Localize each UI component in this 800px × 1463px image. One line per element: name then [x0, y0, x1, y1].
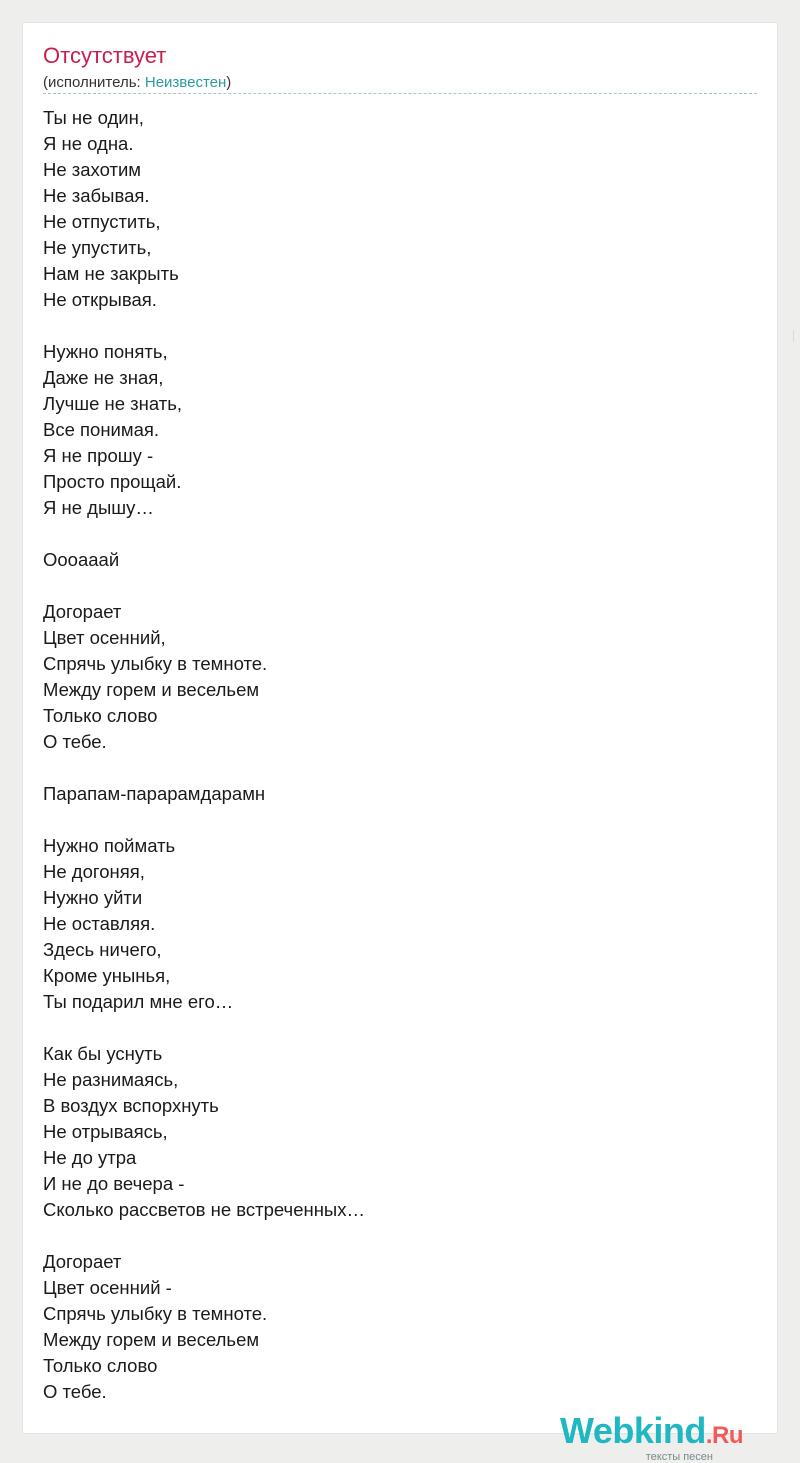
- stanza-break: [43, 807, 365, 833]
- artist-prefix: (исполнитель:: [43, 74, 145, 91]
- lyric-line: Не отрываясь,: [43, 1121, 168, 1142]
- lyric-line: Как бы уснуть: [43, 1043, 163, 1064]
- lyrics-card: [22, 22, 778, 1463]
- lyric-line: Нужно понять,: [43, 341, 168, 362]
- lyric-line: О тебе.: [43, 1381, 107, 1402]
- lyric-line: Лучше не знать,: [43, 393, 182, 414]
- lyric-line: Между горем и весельем: [43, 679, 260, 700]
- lyric-line: Цвет осенний -: [43, 1277, 172, 1298]
- stanza-break: [43, 1223, 365, 1249]
- lyric-line: Сколько рассветов не встреченных…: [43, 1199, 365, 1220]
- lyric-line: В воздух вспорхнуть: [43, 1095, 219, 1116]
- lyric-line: Не догоняя,: [43, 861, 145, 882]
- lyric-line: Не отпустить,: [43, 211, 161, 232]
- artist-link[interactable]: Неизвестен: [144, 74, 227, 91]
- lyric-line: Даже не зная,: [43, 367, 164, 388]
- lyric-line: О тебе.: [43, 731, 107, 752]
- lyric-line: Не до утра: [43, 1147, 137, 1168]
- stanza-break: [43, 313, 365, 339]
- lyric-line: Просто прощай.: [43, 471, 182, 492]
- title-divider: [43, 93, 757, 94]
- lyric-line: Здесь ничего,: [43, 939, 162, 960]
- lyric-line: Между горем и весельем: [43, 1329, 260, 1350]
- lyric-line: Ты не один,: [43, 107, 144, 128]
- lyric-line: Не открывая.: [43, 289, 157, 310]
- logo-suffix-text: .Ru: [705, 1422, 743, 1449]
- lyrics-text: [43, 105, 365, 1405]
- lyric-line: Парапам-парарамдарамн: [43, 783, 266, 804]
- lyric-line: Только слово: [43, 1355, 158, 1376]
- lyric-line: Спрячь улыбку в темноте.: [43, 653, 268, 674]
- lyric-line: Не забывая.: [43, 185, 150, 206]
- stanza-break: [43, 521, 365, 547]
- logo-tagline: тексты песен: [645, 1451, 713, 1463]
- edge-marker: [793, 330, 800, 342]
- song-title: Отсутствует: [43, 43, 167, 68]
- lyric-line: Спрячь улыбку в темноте.: [43, 1303, 268, 1324]
- lyric-line: Ооoааай: [43, 549, 120, 570]
- lyric-line: Нужно уйти: [43, 887, 143, 908]
- lyric-line: Не упустить,: [43, 237, 152, 258]
- stanza-break: [43, 755, 365, 781]
- stanza-break: [43, 1015, 365, 1041]
- lyric-line: Цвет осенний,: [43, 627, 166, 648]
- lyric-line: Я не одна.: [43, 133, 134, 154]
- artist-suffix: ): [226, 74, 232, 91]
- lyric-line: Ты подарил мне его…: [43, 991, 234, 1012]
- lyric-line: Все понимая.: [43, 419, 160, 440]
- lyric-line: Догорает: [43, 1251, 122, 1272]
- lyric-line: Догорает: [43, 601, 122, 622]
- lyric-line: Я не дышу…: [43, 497, 154, 518]
- lyric-line: И не до вечера -: [43, 1173, 185, 1194]
- lyric-line: Не захотим: [43, 159, 142, 180]
- lyric-line: Я не прошу -: [43, 445, 154, 466]
- lyric-line: Нам не закрыть: [43, 263, 179, 284]
- logo-main-text: Webkind: [559, 1410, 706, 1451]
- lyric-line: Кроме унынья,: [43, 965, 171, 986]
- lyric-line: Только слово: [43, 705, 158, 726]
- lyric-line: Нужно поймать: [43, 835, 176, 856]
- lyric-line: Не оставляя.: [43, 913, 156, 934]
- stanza-break: [43, 573, 365, 599]
- lyric-line: Не разнимаясь,: [43, 1069, 179, 1090]
- artist-line: [43, 73, 231, 93]
